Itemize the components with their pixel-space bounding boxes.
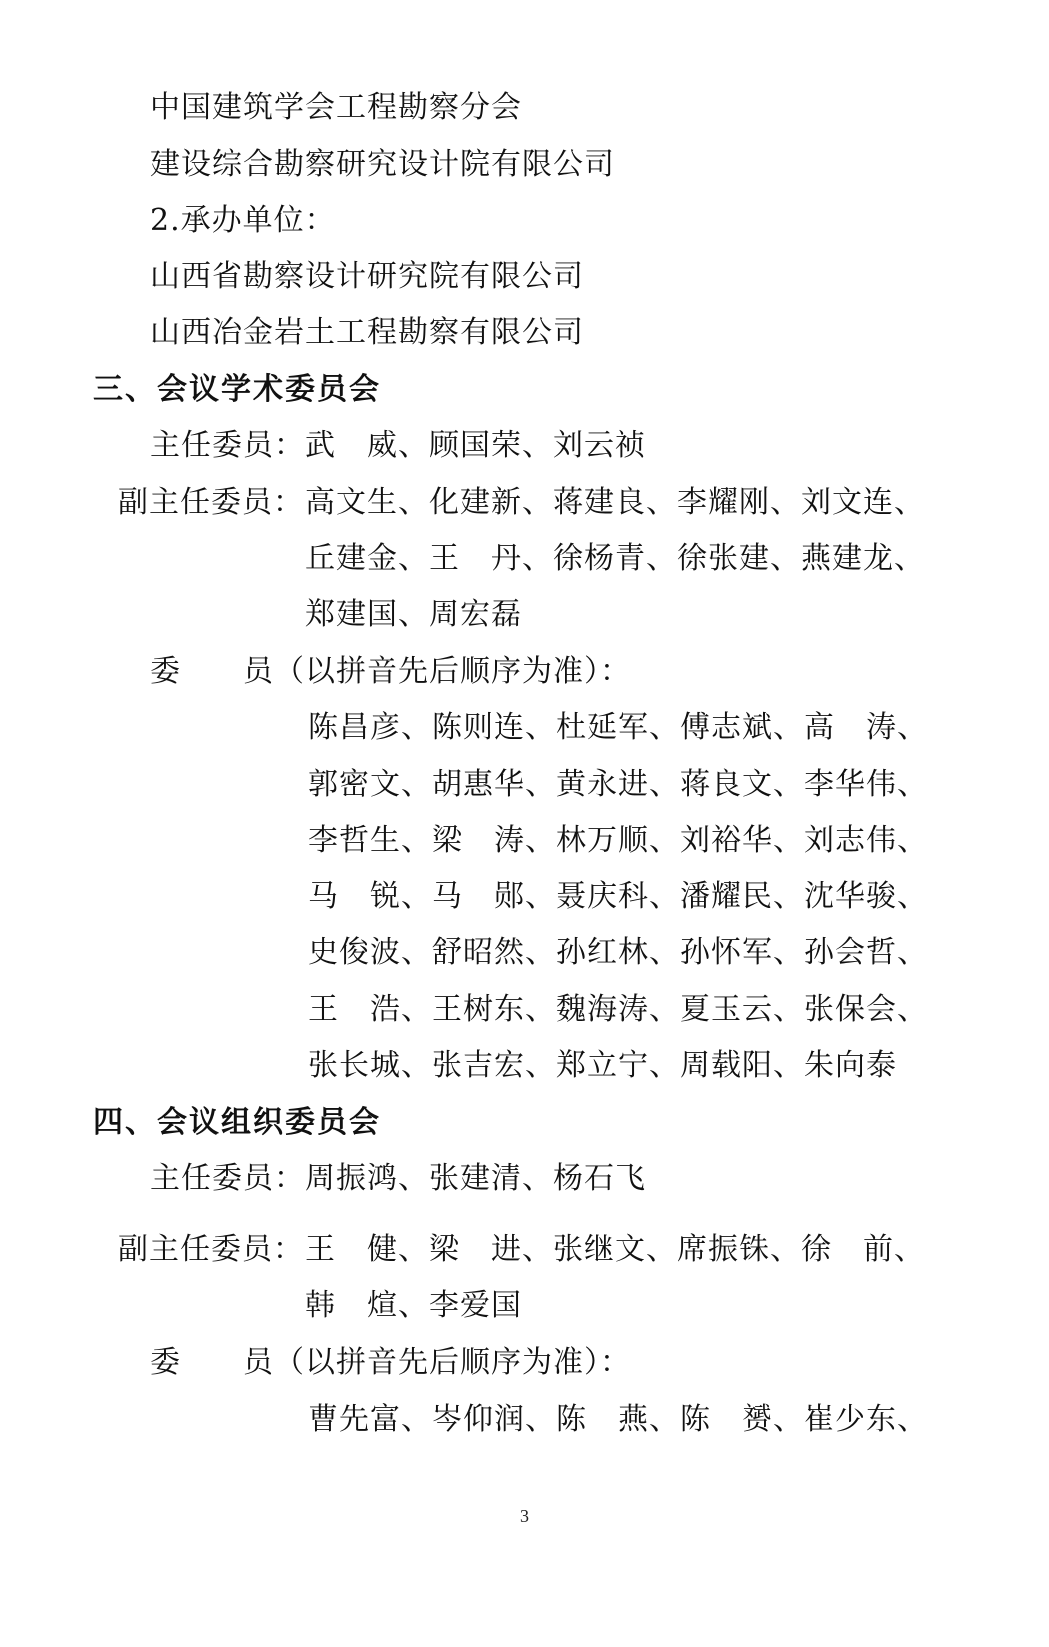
academic-committee-heading: 三、会议学术委员会	[93, 372, 381, 407]
organizing-vice-line-2: 韩 煊、李爱国	[305, 1288, 522, 1323]
cohost-line-1: 山西省勘察设计研究院有限公司	[150, 259, 584, 294]
academic-vice-line-2: 丘建金、王 丹、徐杨青、徐张建、燕建龙、	[305, 541, 925, 576]
organizer-line-1: 中国建筑学会工程勘察分会	[150, 90, 522, 125]
organizing-committee-heading: 四、会议组织委员会	[93, 1105, 381, 1140]
cohost-heading: 2.承办单位：	[150, 203, 336, 238]
academic-vice-label: 副主任委员：	[118, 485, 304, 520]
academic-member-line-5: 史俊波、舒昭然、孙红林、孙怀军、孙会哲、	[308, 935, 928, 970]
organizer-line-2: 建设综合勘察研究设计院有限公司	[150, 147, 615, 182]
organizing-director: 主任委员：周振鸿、张建清、杨石飞	[150, 1161, 646, 1196]
academic-director: 主任委员：武 威、顾国荣、刘云祯	[150, 428, 646, 463]
page-number: 3	[520, 1506, 529, 1526]
cohost-line-2: 山西冶金岩土工程勘察有限公司	[150, 315, 584, 350]
academic-member-line-2: 郭密文、胡惠华、黄永进、蒋良文、李华伟、	[308, 767, 928, 802]
academic-member-line-6: 王 浩、王树东、魏海涛、夏玉云、张保会、	[308, 992, 928, 1027]
organizing-vice-line-1: 王 健、梁 进、张继文、席振铢、徐 前、	[305, 1232, 925, 1267]
academic-vice-line-1: 高文生、化建新、蒋建良、李耀刚、刘文连、	[305, 485, 925, 520]
academic-member-line-4: 马 锐、马 郧、聂庆科、潘耀民、沈华骏、	[308, 879, 928, 914]
organizing-vice-label: 副主任委员：	[118, 1232, 304, 1267]
academic-member-label: 委 员（以拼音先后顺序为准）：	[150, 654, 631, 689]
academic-member-line-3: 李哲生、梁 涛、林万顺、刘裕华、刘志伟、	[308, 823, 928, 858]
organizing-member-label: 委 员（以拼音先后顺序为准）：	[150, 1345, 631, 1380]
academic-member-line-7: 张长城、张吉宏、郑立宁、周载阳、朱向泰	[308, 1048, 897, 1083]
organizing-member-line-1: 曹先富、岑仰润、陈 燕、陈 赟、崔少东、	[308, 1402, 928, 1437]
academic-member-line-1: 陈昌彦、陈则连、杜延军、傅志斌、高 涛、	[308, 710, 928, 745]
academic-vice-line-3: 郑建国、周宏磊	[305, 597, 522, 632]
